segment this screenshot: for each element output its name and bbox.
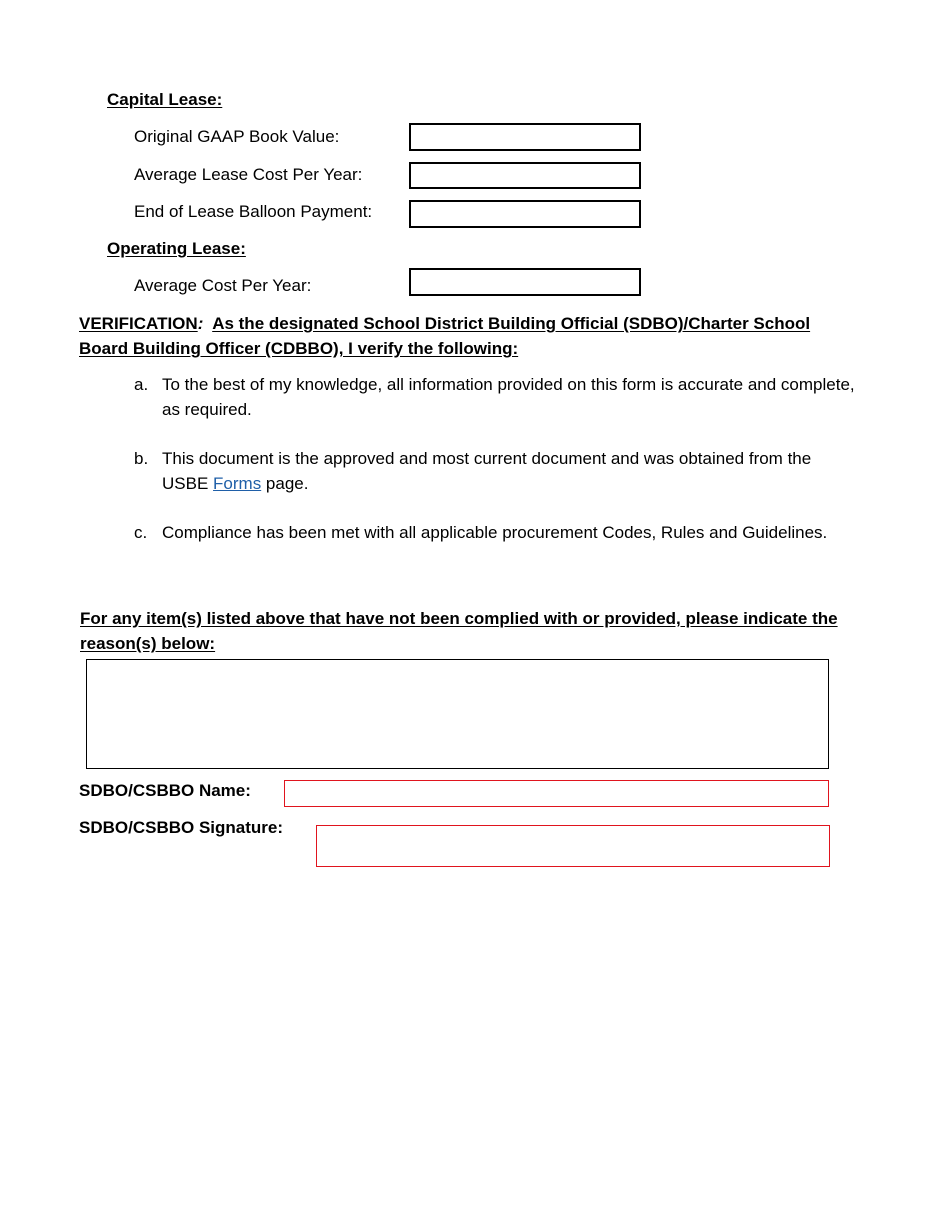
original-gaap-book-value-input[interactable] (409, 123, 641, 151)
list-marker-c: c. (134, 523, 148, 542)
sdbo-signature-input[interactable] (316, 825, 830, 867)
sdbo-signature-label: SDBO/CSBBO Signature: (79, 818, 284, 837)
average-lease-cost-label: Average Lease Cost Per Year: (134, 165, 363, 184)
forms-link[interactable]: Forms (213, 474, 262, 493)
average-lease-cost-input[interactable] (409, 162, 641, 189)
list-item-b-text-after: page. (261, 474, 309, 493)
sdbo-name-input[interactable] (284, 780, 829, 807)
verification-statement (79, 311, 839, 361)
list-item-b-text-before: This document is the approved and most current document and was obtained from the USBE (162, 449, 812, 493)
verification-text: As the designated School District Building Official (SDBO)/Charter School Board Building Officer (CDBBO), I verify the following: (79, 314, 811, 358)
reasons-heading: For any item(s) listed above that have not been complied with or provided, please indicate the reason(s) below: (80, 609, 838, 653)
verification-colon: : (197, 314, 204, 333)
list-marker-b: b. (134, 449, 149, 468)
list-marker-a: a. (134, 375, 149, 394)
end-of-lease-balloon-payment-label: End of Lease Balloon Payment: (134, 202, 373, 221)
verification-lead: VERIFICATION (79, 314, 198, 333)
average-cost-per-year-label: Average Cost Per Year: (134, 276, 312, 295)
average-cost-per-year-input[interactable] (409, 268, 641, 296)
end-of-lease-balloon-payment-input[interactable] (409, 200, 641, 228)
list-item-b (162, 446, 862, 496)
list-item-a: To the best of my knowledge, all information provided on this form is accurate and complete, as required. (162, 375, 855, 419)
operating-lease-heading: Operating Lease: (107, 239, 246, 258)
sdbo-name-label: SDBO/CSBBO Name: (79, 781, 251, 800)
capital-lease-heading: Capital Lease: (107, 90, 223, 109)
list-item-c: Compliance has been met with all applicable procurement Codes, Rules and Guidelines. (162, 523, 828, 542)
reasons-textarea[interactable] (86, 659, 829, 769)
original-gaap-book-value-label: Original GAAP Book Value: (134, 127, 340, 146)
